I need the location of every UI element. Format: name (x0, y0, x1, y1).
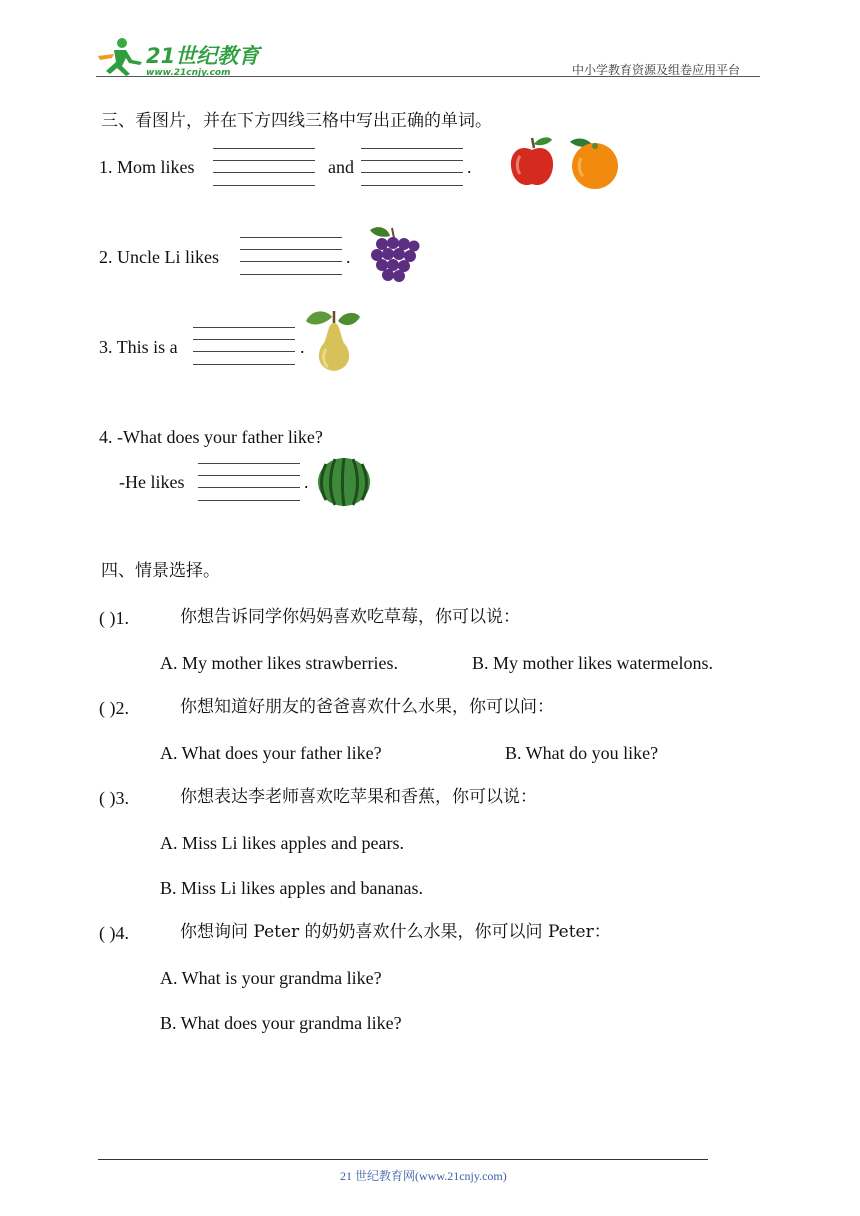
footer-link[interactable]: 21 世纪教育网(www.21cnjy.com) (340, 1169, 507, 1183)
q3-period: . (300, 337, 305, 357)
logo-url: www.21cnjy.com (146, 68, 231, 78)
header-divider (96, 76, 760, 77)
grapes-image (360, 222, 424, 286)
choice-q3-option-b[interactable]: B. Miss Li likes apples and bananas. (160, 878, 423, 898)
runner-icon (98, 38, 142, 76)
q1-prefix: 1. Mom likes (99, 157, 195, 177)
choice-q1-text: 你想告诉同学你妈妈喜欢吃草莓，你可以说： (180, 607, 520, 627)
header-subtitle: 中小学教育资源及组卷应用平台 (572, 63, 741, 77)
choice-q2-option-b[interactable]: B. What do you like? (505, 743, 659, 763)
choice-q2-paren[interactable]: ( )2. (99, 698, 129, 718)
q1-answer-grid-1[interactable] (213, 148, 315, 186)
q2-answer-grid[interactable] (240, 237, 342, 275)
choice-q4-paren[interactable]: ( )4. (99, 923, 129, 943)
q1-answer-grid-2[interactable] (361, 148, 463, 186)
choice-q3-paren[interactable]: ( )3. (99, 788, 129, 808)
choice-q4-option-a[interactable]: A. What is your grandma like? (160, 968, 382, 988)
watermelon-image (316, 456, 372, 508)
apple-image (506, 134, 558, 190)
choice-q4-text: 你想询问 Peter 的奶奶喜欢什么水果，你可以问 Peter： (180, 922, 611, 942)
choice-q4-option-b[interactable]: B. What does your grandma like? (160, 1013, 402, 1033)
q2-prefix: 2. Uncle Li likes (99, 247, 219, 267)
q3-answer-grid[interactable] (193, 327, 295, 365)
q1-and: and (328, 157, 354, 177)
choice-q1-option-a[interactable]: A. My mother likes strawberries. (160, 653, 398, 673)
section4-title: 四、情景选择。 (101, 561, 220, 581)
q4-answer-grid[interactable] (198, 463, 300, 501)
choice-q3-text: 你想表达李老师喜欢吃苹果和香蕉，你可以说： (180, 787, 537, 807)
logo-title: 21世纪教育 (146, 44, 260, 68)
choice-q3-option-a[interactable]: A. Miss Li likes apples and pears. (160, 833, 404, 853)
choice-q1-paren[interactable]: ( )1. (99, 608, 129, 628)
pear-image (302, 305, 362, 373)
choice-q2-text: 你想知道好朋友的爸爸喜欢什么水果，你可以问： (180, 697, 554, 717)
q2-period: . (346, 247, 351, 267)
q4-prefix: -He likes (119, 472, 185, 492)
choice-q2-option-a[interactable]: A. What does your father like? (160, 743, 382, 763)
q3-prefix: 3. This is a (99, 337, 178, 357)
q1-period: . (467, 157, 472, 177)
site-logo (92, 36, 262, 78)
orange-image (566, 134, 622, 190)
q4-period: . (304, 472, 309, 492)
section3-title: 三、看图片，并在下方四线三格中写出正确的单词。 (101, 111, 492, 131)
q4-question: 4. -What does your father like? (99, 427, 323, 447)
footer-divider (98, 1159, 708, 1160)
choice-q1-option-b[interactable]: B. My mother likes watermelons. (472, 653, 713, 673)
